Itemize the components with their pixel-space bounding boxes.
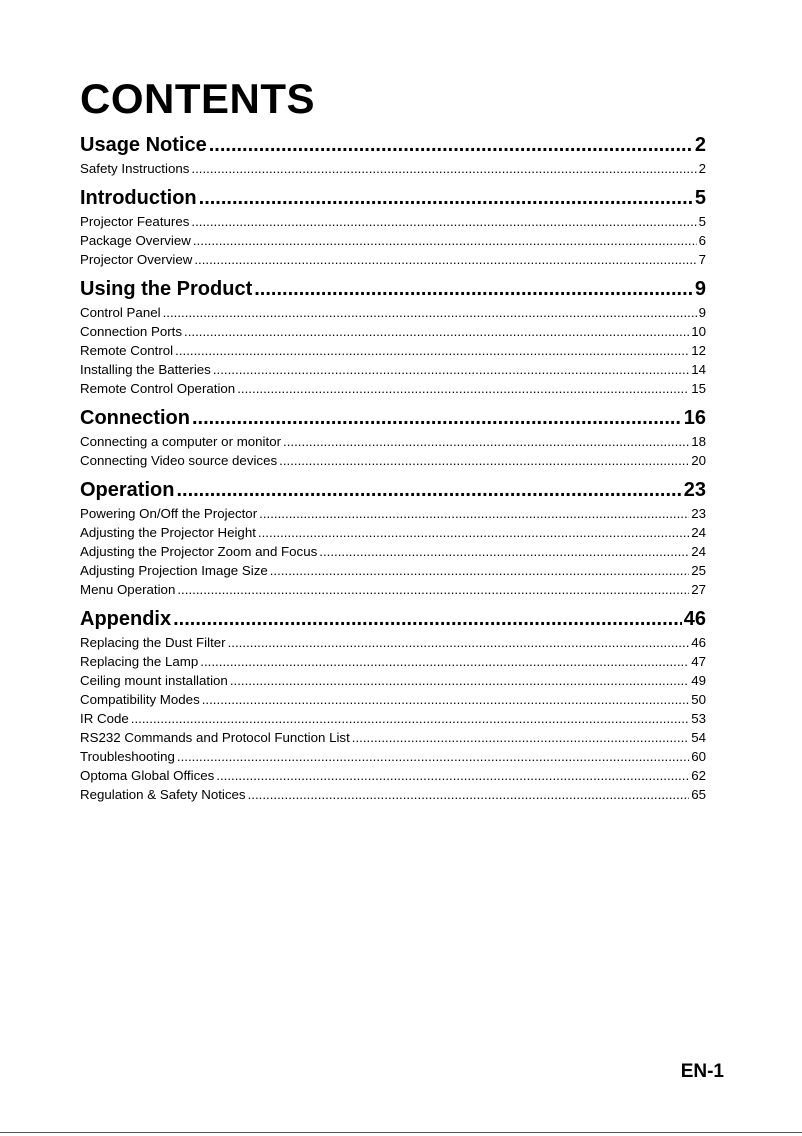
toc-entry[interactable] [80, 561, 706, 580]
dot-leader [173, 605, 682, 633]
dot-leader [184, 322, 689, 341]
entry-label: Connecting a computer or monitor [80, 434, 282, 449]
toc-entry[interactable] [80, 671, 706, 690]
dot-leader [191, 212, 696, 231]
bottom-divider [0, 1132, 802, 1133]
entry-page-number: 53 [691, 711, 706, 726]
toc-entry[interactable] [80, 523, 706, 542]
toc-entry[interactable] [80, 542, 706, 561]
dot-leader [163, 303, 697, 322]
toc-section-using-the-product[interactable] [80, 274, 706, 303]
toc-entry[interactable] [80, 250, 706, 269]
entry-label: Adjusting the Projector Zoom and Focus [80, 544, 318, 559]
entry-page-number: 62 [691, 768, 706, 783]
section-page-number: 2 [694, 134, 706, 156]
toc-entry[interactable] [80, 633, 706, 652]
entry-page-number: 23 [691, 506, 706, 521]
entry-page-number: 47 [691, 654, 706, 669]
toc-entry[interactable] [80, 360, 706, 379]
table-of-contents [80, 129, 706, 804]
toc-entry[interactable] [80, 451, 706, 470]
section-page-number: 9 [694, 278, 706, 300]
entry-label: Powering On/Off the Projector [80, 506, 258, 521]
toc-entry[interactable] [80, 231, 706, 250]
entry-page-number: 24 [691, 544, 706, 559]
toc-entry[interactable] [80, 159, 706, 178]
dot-leader [254, 275, 693, 303]
dot-leader [279, 451, 689, 470]
toc-section-appendix[interactable] [80, 604, 706, 633]
dot-leader [191, 159, 696, 178]
dot-leader [199, 184, 693, 212]
entry-label: Optoma Global Offices [80, 768, 215, 783]
dot-leader [230, 671, 689, 690]
section-page-number: 46 [683, 608, 706, 630]
dot-leader [176, 476, 681, 504]
entry-page-number: 60 [691, 749, 706, 764]
entry-label: Replacing the Dust Filter [80, 635, 226, 650]
dot-leader [175, 341, 689, 360]
dot-leader [213, 360, 689, 379]
toc-section-connection[interactable] [80, 403, 706, 432]
entry-page-number: 7 [698, 252, 706, 267]
section-page-number: 23 [683, 479, 706, 501]
entry-page-number: 20 [691, 453, 706, 468]
entry-page-number: 46 [691, 635, 706, 650]
page-footer-number: EN-1 [680, 1061, 724, 1082]
entry-page-number: 14 [691, 362, 706, 377]
entry-label: IR Code [80, 711, 129, 726]
dot-leader [209, 131, 693, 159]
toc-entry[interactable] [80, 504, 706, 523]
section-title: Operation [80, 479, 175, 501]
toc-entry[interactable] [80, 709, 706, 728]
entry-label: Compatibility Modes [80, 692, 200, 707]
toc-entry[interactable] [80, 580, 706, 599]
section-title: Connection [80, 407, 190, 429]
entry-label: Remote Control [80, 343, 174, 358]
toc-entry[interactable] [80, 432, 706, 451]
toc-entry[interactable] [80, 212, 706, 231]
toc-entry[interactable] [80, 652, 706, 671]
toc-section-introduction[interactable] [80, 183, 706, 212]
entry-page-number: 25 [691, 563, 706, 578]
dot-leader [248, 785, 690, 804]
toc-entry[interactable] [80, 747, 706, 766]
dot-leader [202, 690, 689, 709]
entry-label: Safety Instructions [80, 161, 190, 176]
dot-leader [237, 379, 689, 398]
section-page-number: 5 [694, 187, 706, 209]
entry-label: Troubleshooting [80, 749, 175, 764]
entry-label: Remote Control Operation [80, 381, 236, 396]
toc-entry[interactable] [80, 322, 706, 341]
entry-label: Regulation & Safety Notices [80, 787, 246, 802]
section-title: Usage Notice [80, 134, 207, 156]
entry-label: RS232 Commands and Protocol Function List [80, 730, 350, 745]
section-page-number: 16 [683, 407, 706, 429]
entry-page-number: 9 [698, 305, 706, 320]
toc-entry[interactable] [80, 341, 706, 360]
entry-page-number: 65 [691, 787, 706, 802]
dot-leader [216, 766, 689, 785]
entry-label: Ceiling mount installation [80, 673, 228, 688]
dot-leader [283, 432, 689, 451]
dot-leader [200, 652, 689, 671]
entry-page-number: 2 [698, 161, 706, 176]
entry-label: Replacing the Lamp [80, 654, 199, 669]
page-title: CONTENTS [80, 75, 315, 122]
entry-page-number: 6 [698, 233, 706, 248]
toc-entry[interactable] [80, 303, 706, 322]
dot-leader [192, 404, 682, 432]
entry-label: Connecting Video source devices [80, 453, 278, 468]
dot-leader [194, 250, 696, 269]
entry-page-number: 27 [691, 582, 706, 597]
dot-leader [177, 747, 689, 766]
toc-entry[interactable] [80, 728, 706, 747]
entry-page-number: 10 [691, 324, 706, 339]
section-title: Using the Product [80, 278, 253, 300]
dot-leader [319, 542, 689, 561]
dot-leader [270, 561, 689, 580]
dot-leader [177, 580, 689, 599]
entry-label: Connection Ports [80, 324, 182, 339]
toc-entry[interactable] [80, 766, 706, 785]
entry-label: Package Overview [80, 233, 191, 248]
entry-page-number: 5 [698, 214, 706, 229]
entry-label: Control Panel [80, 305, 161, 320]
toc-entry[interactable] [80, 690, 706, 709]
entry-page-number: 15 [691, 381, 706, 396]
dot-leader [193, 231, 697, 250]
entry-label: Installing the Batteries [80, 362, 211, 377]
entry-page-number: 50 [691, 692, 706, 707]
dot-leader [259, 504, 689, 523]
entry-label: Projector Overview [80, 252, 193, 267]
entry-label: Adjusting Projection Image Size [80, 563, 268, 578]
dot-leader [228, 633, 690, 652]
entry-label: Menu Operation [80, 582, 176, 597]
entry-label: Adjusting the Projector Height [80, 525, 256, 540]
entry-label: Projector Features [80, 214, 190, 229]
entry-page-number: 49 [691, 673, 706, 688]
entry-page-number: 12 [691, 343, 706, 358]
toc-entry[interactable] [80, 785, 706, 804]
entry-page-number: 54 [691, 730, 706, 745]
section-title: Appendix [80, 608, 172, 630]
section-title: Introduction [80, 187, 197, 209]
toc-section-usage-notice[interactable] [80, 130, 706, 159]
entry-page-number: 18 [691, 434, 706, 449]
toc-entry[interactable] [80, 379, 706, 398]
dot-leader [131, 709, 689, 728]
entry-page-number: 24 [691, 525, 706, 540]
toc-section-operation[interactable] [80, 475, 706, 504]
dot-leader [258, 523, 689, 542]
dot-leader [352, 728, 689, 747]
